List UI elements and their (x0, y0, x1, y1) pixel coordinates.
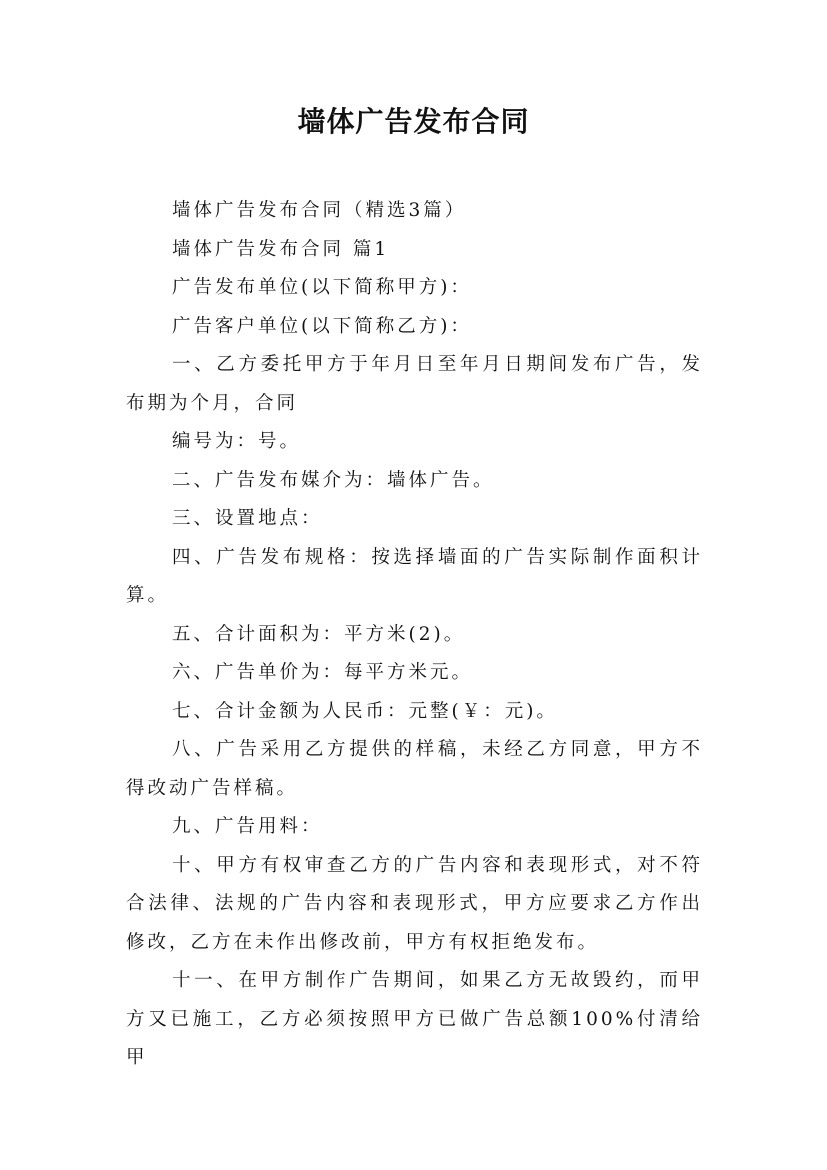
paragraph-clause-6: 六、广告单价为：每平方米元。 (172, 662, 474, 683)
paragraph-clause-1: 一、乙方委托甲方于年月日至年月日期间发布广告，发布期为个月，合同 (126, 354, 703, 414)
document-body (126, 192, 703, 1078)
paragraph-party-b: 广告客户单位(以下简称乙方)： (172, 315, 472, 337)
paragraph-section-title: 墙体广告发布合同 篇1 (172, 238, 390, 260)
paragraph-clause-2: 二、广告发布媒介为：墙体广告。 (172, 469, 495, 491)
paragraph-clause-11: 十一、在甲方制作广告期间，如果乙方无故毁约，而甲方又已施工，乙方必须按照甲方已做广告总额100%付清给甲 (126, 970, 703, 1068)
document-title: 墙体广告发布合同 (297, 105, 530, 138)
paragraph-contract-number: 编号为：号。 (172, 431, 302, 452)
paragraph-clause-7: 七、合计金额为人民币：元整(￥：元)。 (172, 700, 558, 722)
paragraph-heading: 墙体广告发布合同（精选3篇） (172, 200, 467, 221)
paragraph-clause-4: 四、广告发布规格：按选择墙面的广告实际制作面积计算。 (126, 546, 703, 606)
paragraph-clause-8: 八、广告采用乙方提供的样稿，未经乙方同意，甲方不得改动广告样稿。 (126, 739, 703, 799)
paragraph-clause-3: 三、设置地点： (172, 508, 323, 529)
paragraph-clause-9: 九、广告用料： (172, 816, 323, 837)
paragraph-party-a: 广告发布单位(以下简称甲方)： (172, 277, 472, 298)
paragraph-clause-10: 十、甲方有权审查乙方的广告内容和表现形式，对不符合法律、法规的广告内容和表现形式，甲方应要求乙方作出修改，乙方在未作出修改前，甲方有权拒绝发布。 (126, 854, 703, 953)
paragraph-clause-5: 五、合计面积为：平方米(2)。 (172, 623, 466, 645)
